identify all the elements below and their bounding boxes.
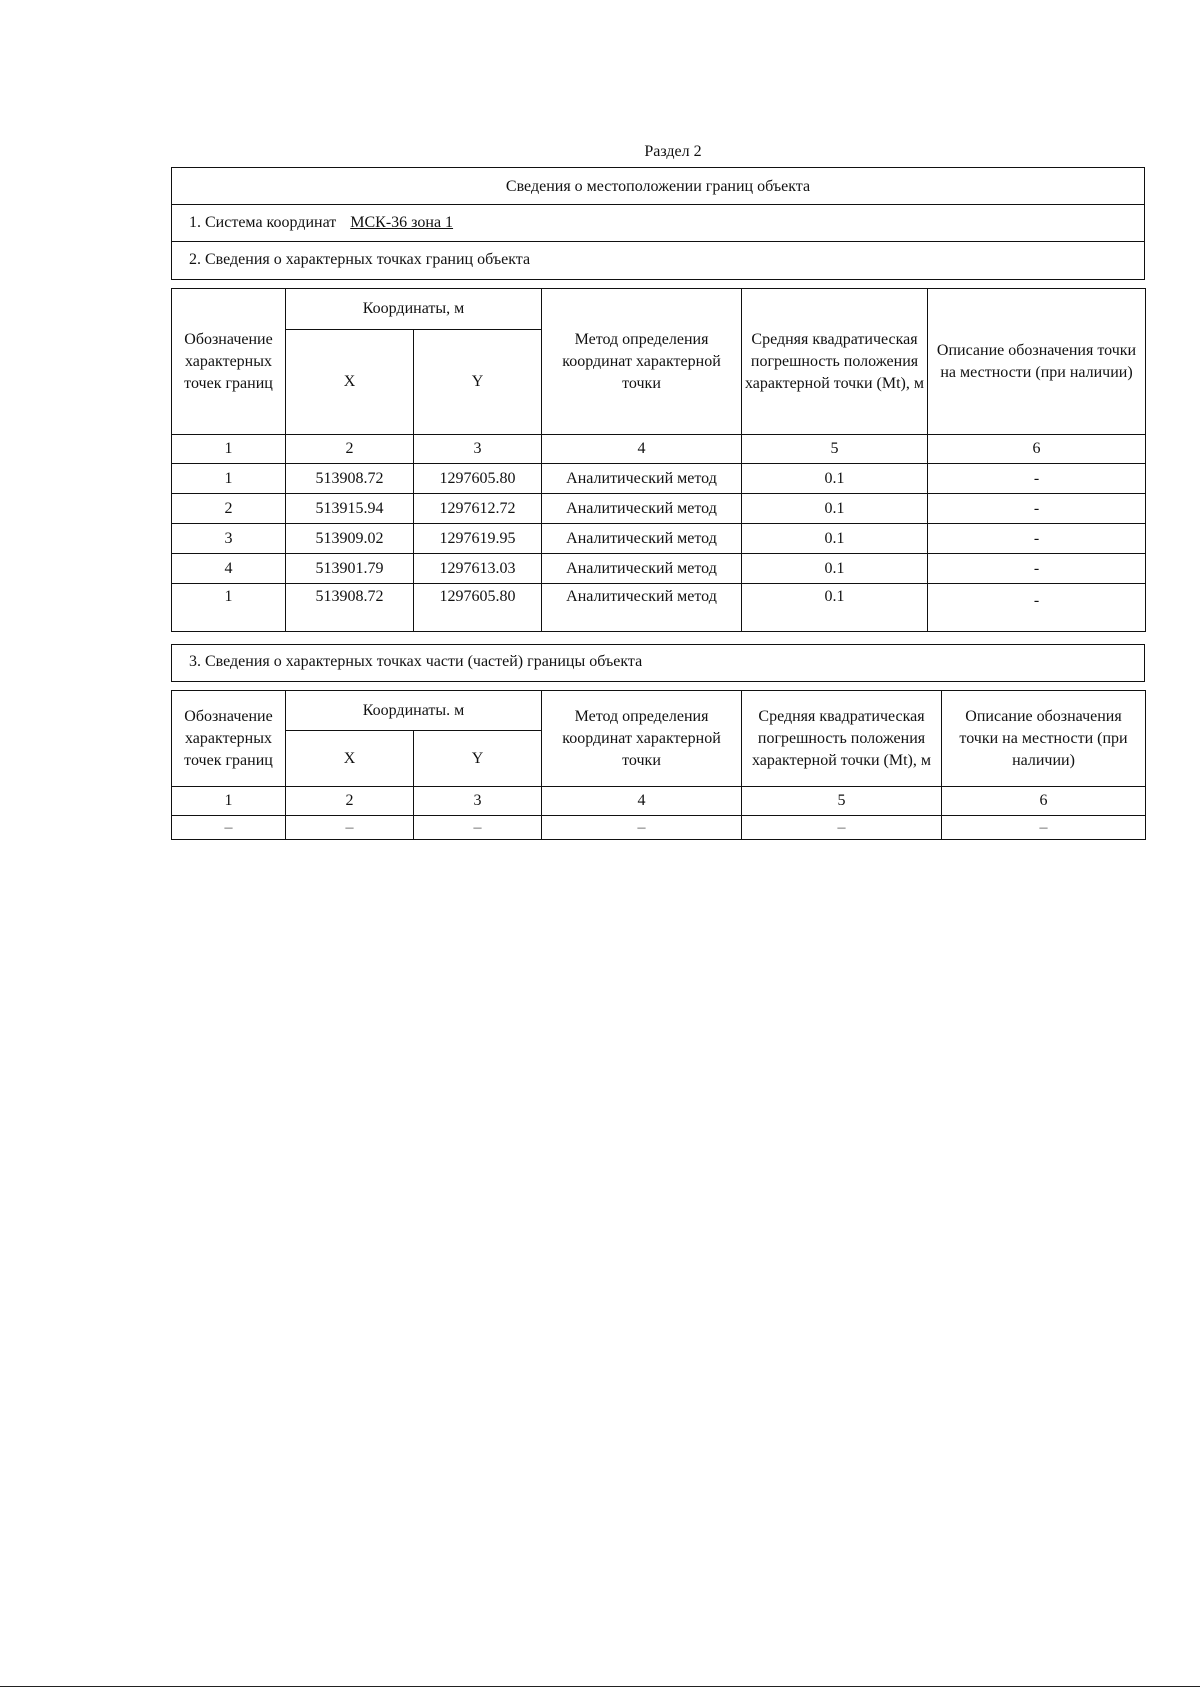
description-cell: - <box>928 464 1146 494</box>
description-cell: - <box>928 524 1146 554</box>
point-cell: 1 <box>172 584 286 632</box>
column-number: 4 <box>542 787 742 816</box>
y-cell: 1297605.80 <box>414 464 542 494</box>
description-cell: - <box>928 584 1146 632</box>
error-cell: 0.1 <box>742 464 928 494</box>
section-title: Раздел 2 <box>644 143 702 160</box>
y-cell: 1297612.72 <box>414 494 542 524</box>
description-cell: - <box>928 494 1146 524</box>
part-heading-box <box>171 644 1145 682</box>
coordinate-system-line <box>172 205 1144 242</box>
points-heading: 2. Сведения о характерных точках границ объекта <box>189 251 531 268</box>
y-cell: 1297619.95 <box>414 524 542 554</box>
col-y-header: Y <box>414 731 542 787</box>
column-number: 2 <box>286 435 414 464</box>
point-cell: 4 <box>172 554 286 584</box>
col-error-header: Средняя квадратическая погрешность положения характерной точки (Mt), м <box>742 691 942 787</box>
error-cell: 0.1 <box>742 584 928 632</box>
x-cell: 513915.94 <box>286 494 414 524</box>
column-number: 6 <box>928 435 1146 464</box>
table-row <box>172 584 1146 632</box>
col-y-header: Y <box>414 330 542 435</box>
y-cell: 1297605.80 <box>414 584 542 632</box>
table-row <box>172 554 1146 584</box>
column-number: 5 <box>742 435 928 464</box>
column-number: 3 <box>414 787 542 816</box>
table-header-row <box>172 691 1146 731</box>
column-number: 3 <box>414 435 542 464</box>
col-error-header: Средняя квадратическая погрешность положения характерной точки (Mt), м <box>742 289 928 435</box>
method-cell: Аналитический метод <box>542 464 742 494</box>
table-row <box>172 494 1146 524</box>
x-cell: 513908.72 <box>286 464 414 494</box>
error-cell: 0.1 <box>742 554 928 584</box>
description-cell: – <box>942 816 1146 840</box>
method-cell: Аналитический метод <box>542 524 742 554</box>
column-number: 2 <box>286 787 414 816</box>
col-coordinates-header: Координаты. м <box>286 691 542 731</box>
boundary-info-title: Сведения о местоположении границ объекта <box>172 168 1144 205</box>
point-cell: 1 <box>172 464 286 494</box>
column-number-row <box>172 787 1146 816</box>
method-cell: Аналитический метод <box>542 554 742 584</box>
method-cell: Аналитический метод <box>542 584 742 632</box>
col-designation-header: Обозначение характерных точек границ <box>172 691 286 787</box>
page-bottom-rule <box>0 1686 1200 1687</box>
point-cell: – <box>172 816 286 840</box>
col-description-header: Описание обозначения точки на местности (при наличии) <box>942 691 1146 787</box>
table-row <box>172 464 1146 494</box>
column-number: 4 <box>542 435 742 464</box>
column-number: 5 <box>742 787 942 816</box>
coordinate-system-value: МСК-36 зона 1 <box>350 214 454 231</box>
part-points-table <box>171 690 1146 840</box>
method-cell: Аналитический метод <box>542 494 742 524</box>
method-cell: – <box>542 816 742 840</box>
y-cell: – <box>414 816 542 840</box>
x-cell: 513901.79 <box>286 554 414 584</box>
description-cell: - <box>928 554 1146 584</box>
point-cell: 2 <box>172 494 286 524</box>
col-coordinates-header: Координаты, м <box>286 289 542 330</box>
col-x-header: X <box>286 330 414 435</box>
column-number-row <box>172 435 1146 464</box>
boundary-points-table <box>171 288 1146 632</box>
column-number: 1 <box>172 435 286 464</box>
x-cell: 513909.02 <box>286 524 414 554</box>
part-heading: 3. Сведения о характерных точках части (частей) границы объекта <box>189 653 643 670</box>
col-designation-header: Обозначение характерных точек границ <box>172 289 286 435</box>
error-cell: – <box>742 816 942 840</box>
table-row <box>172 816 1146 840</box>
point-cell: 3 <box>172 524 286 554</box>
y-cell: 1297613.03 <box>414 554 542 584</box>
col-description-header: Описание обозначения точки на местности (при наличии) <box>928 289 1146 435</box>
col-method-header: Метод определения координат характерной точки <box>542 289 742 435</box>
table-row <box>172 524 1146 554</box>
error-cell: 0.1 <box>742 524 928 554</box>
col-method-header: Метод определения координат характерной точки <box>542 691 742 787</box>
col-x-header: X <box>286 731 414 787</box>
column-number: 1 <box>172 787 286 816</box>
boundary-info-header <box>171 167 1145 280</box>
error-cell: 0.1 <box>742 494 928 524</box>
column-number: 6 <box>942 787 1146 816</box>
x-cell: 513908.72 <box>286 584 414 632</box>
table-header-row <box>172 289 1146 330</box>
coordinate-system-label: 1. Система координат <box>189 214 337 231</box>
x-cell: – <box>286 816 414 840</box>
